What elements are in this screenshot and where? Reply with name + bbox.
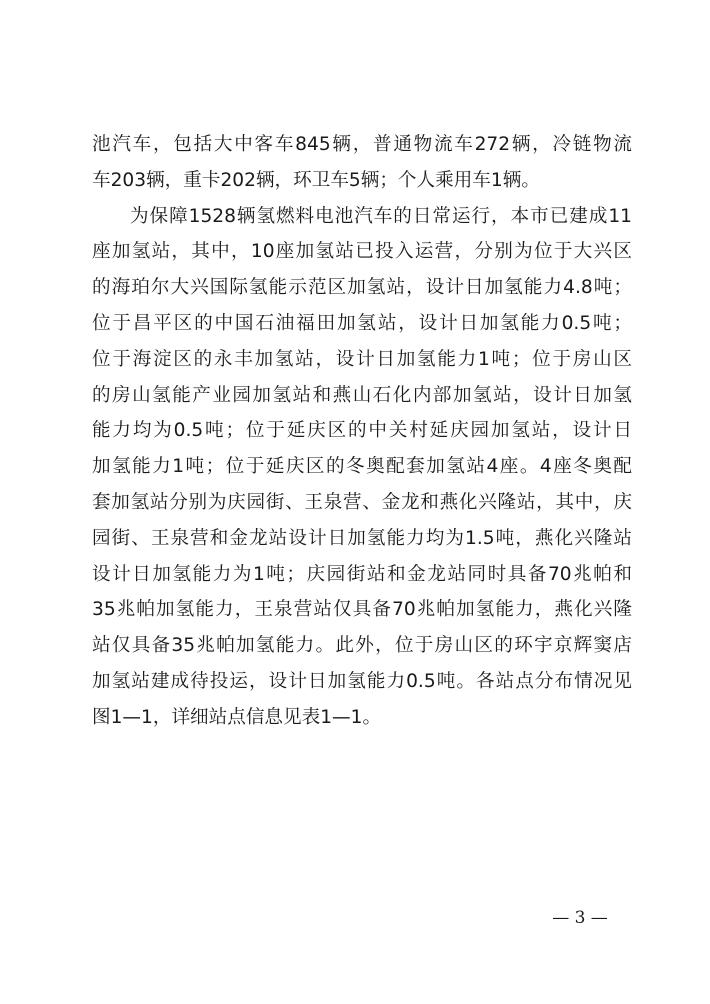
paragraph-2-line-4: 位于昌平区的中国石油福田加氢站，设计日加氢能力0.5吨； [92,312,632,334]
paragraph-2-line-3: 的海珀尔大兴国际氢能示范区加氢站，设计日加氢能力4.8吨； [92,277,632,299]
paragraph-2-line-13: 站仅具备35兆帕加氢能力。此外，位于房山区的环宇京辉窦店 [92,635,632,657]
paragraph-2-line-1: 为保障1528辆氢燃料电池汽车的日常运行，本市已建成11 [130,205,632,227]
paragraph-1-line-2: 车203辆，重卡202辆，环卫车5辆；个人乘用车1辆。 [92,169,540,191]
body-text [92,127,632,736]
paragraph-2-line-14: 加氢站建成待投运，设计日加氢能力0.5吨。各站点分布情况见 [92,670,632,692]
paragraph-2-line-2: 座加氢站，其中，10座加氢站已投入运营，分别为位于大兴区 [92,241,632,263]
paragraph-2-line-9: 套加氢站分别为庆园街、王泉营、金龙和燕化兴隆站，其中，庆 [92,491,632,513]
paragraph-2-line-12: 35兆帕加氢能力，王泉营站仅具备70兆帕加氢能力，燕化兴隆 [92,599,632,621]
paragraph-2-line-5: 位于海淀区的永丰加氢站，设计日加氢能力1吨；位于房山区 [92,348,632,370]
paragraph-2-line-15: 图1—1，详细站点信息见表1—1。 [92,706,382,728]
paragraph-1-line-1: 池汽车，包括大中客车845辆，普通物流车272辆，冷链物流 [92,134,632,155]
paragraph-2-line-10: 园街、王泉营和金龙站设计日加氢能力均为1.5吨，燕化兴隆站 [92,527,632,549]
paragraph-2-line-6: 的房山氢能产业园加氢站和燕山石化内部加氢站，设计日加氢 [92,384,632,406]
paragraph-2-line-8: 加氢能力1吨；位于延庆区的冬奥配套加氢站4座。4座冬奥配 [92,456,632,478]
paragraph-2-line-7: 能力均为0.5吨；位于延庆区的中关村延庆园加氢站，设计日 [92,420,632,442]
page-number: — 3 — [552,908,608,928]
paragraph-2-line-11: 设计日加氢能力为1吨；庆园街站和金龙站同时具备70兆帕和 [92,563,632,585]
